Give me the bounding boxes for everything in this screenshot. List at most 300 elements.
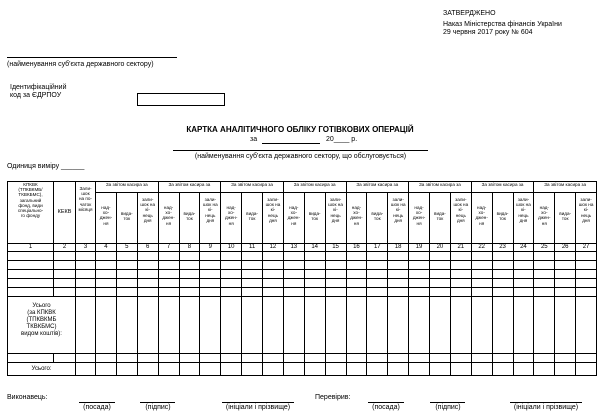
table-cell[interactable]	[76, 363, 96, 376]
table-row	[8, 279, 597, 288]
column-number: 18	[388, 244, 409, 252]
table-cell[interactable]	[283, 288, 304, 297]
table-cell[interactable]	[221, 363, 242, 376]
table-cell[interactable]	[137, 354, 158, 363]
table-cell[interactable]	[450, 261, 471, 270]
table-cell[interactable]	[200, 252, 221, 261]
table-cell[interactable]	[430, 279, 451, 288]
header-income: над- хо- джен- ня	[409, 193, 430, 244]
executor-position-caption: (посада)	[83, 404, 111, 411]
table-cell[interactable]	[430, 297, 451, 354]
table-row	[8, 288, 597, 297]
table-cell[interactable]	[158, 261, 179, 270]
executor-name-caption: (ініціали і прізвище)	[225, 404, 291, 411]
table-cell[interactable]	[492, 297, 513, 354]
header-income: над- хо- джен- ня	[96, 193, 117, 244]
table-cell[interactable]	[221, 297, 242, 354]
table-cell[interactable]	[388, 354, 409, 363]
table-cell[interactable]	[576, 261, 597, 270]
table-cell[interactable]	[76, 261, 96, 270]
header-cashier-report-group: За звітом касира за	[283, 182, 346, 193]
subtotal-row	[8, 297, 597, 354]
table-cell[interactable]	[450, 270, 471, 279]
column-number: 10	[221, 244, 242, 252]
table-cell[interactable]	[242, 252, 263, 261]
table-cell[interactable]	[450, 288, 471, 297]
table-cell[interactable]	[242, 363, 263, 376]
approval-title: ЗАТВЕРДЖЕНО	[443, 10, 496, 17]
table-cell[interactable]	[76, 252, 96, 261]
table-cell[interactable]	[513, 354, 534, 363]
table-cell[interactable]	[388, 261, 409, 270]
table-cell[interactable]	[346, 270, 367, 279]
entity-caption: (найменування суб'єкта державного сектору)	[7, 61, 154, 68]
table-cell[interactable]	[242, 261, 263, 270]
table-cell[interactable]	[346, 363, 367, 376]
header-end-balance: зали- шок на кі- нець дня	[576, 193, 597, 244]
table-cell[interactable]	[221, 288, 242, 297]
table-cell[interactable]	[534, 279, 555, 288]
checker-position-caption: (посада)	[372, 404, 400, 411]
table-cell[interactable]	[304, 288, 325, 297]
header-end-balance: зали- шок на кі- нець дня	[200, 193, 221, 244]
table-cell[interactable]	[116, 252, 137, 261]
header-cashier-report-group: За звітом касира за	[534, 182, 597, 193]
header-end-balance: зали- шок на кі- нець дня	[388, 193, 409, 244]
table-cell[interactable]	[54, 354, 76, 363]
table-cell[interactable]	[492, 363, 513, 376]
table-cell[interactable]	[116, 297, 137, 354]
table-cell[interactable]	[492, 279, 513, 288]
table-cell[interactable]	[263, 297, 284, 354]
header-kekv: КЕКВ	[54, 182, 76, 244]
table-cell[interactable]	[242, 288, 263, 297]
table-cell[interactable]	[346, 252, 367, 261]
table-cell[interactable]	[263, 252, 284, 261]
document-title: КАРТКА АНАЛІТИЧНОГО ОБЛІКУ ГОТІВКОВИХ ОПЕРАЦІЙ	[186, 125, 414, 134]
table-cell[interactable]	[304, 252, 325, 261]
table-cell[interactable]	[325, 363, 346, 376]
table-cell[interactable]	[283, 363, 304, 376]
unit-label: Одиниця виміру ______	[7, 163, 85, 170]
table-cell[interactable]	[430, 288, 451, 297]
executor-signature-caption: (підпис)	[145, 404, 171, 411]
header-income: над- хо- джен- ня	[346, 193, 367, 244]
table-cell[interactable]	[76, 354, 96, 363]
table-cell[interactable]	[96, 279, 117, 288]
table-cell[interactable]	[283, 297, 304, 354]
column-number: 22	[471, 244, 492, 252]
table-cell[interactable]	[283, 279, 304, 288]
table-cell[interactable]	[200, 288, 221, 297]
approval-line-1: Наказ Міністерства фінансів України	[443, 21, 562, 28]
table-cell[interactable]	[409, 279, 430, 288]
table-cell[interactable]	[409, 297, 430, 354]
table-cell[interactable]	[471, 354, 492, 363]
table-cell[interactable]	[179, 288, 200, 297]
table-cell[interactable]	[221, 279, 242, 288]
column-number: 16	[346, 244, 367, 252]
header-expense: вида- ток	[555, 193, 576, 244]
table-cell[interactable]	[137, 270, 158, 279]
table-cell[interactable]	[158, 252, 179, 261]
checker-position-line	[368, 402, 404, 403]
table-cell[interactable]	[304, 354, 325, 363]
column-number: 27	[576, 244, 597, 252]
table-cell[interactable]	[200, 297, 221, 354]
table-cell[interactable]	[430, 363, 451, 376]
table-cell[interactable]	[430, 354, 451, 363]
table-cell[interactable]	[555, 363, 576, 376]
table-cell[interactable]	[409, 252, 430, 261]
table-cell[interactable]	[409, 270, 430, 279]
table-cell[interactable]	[158, 288, 179, 297]
executor-label: Виконавець:	[7, 394, 48, 401]
total-label: Усього:	[8, 363, 76, 376]
table-cell[interactable]	[450, 279, 471, 288]
table-cell[interactable]	[325, 252, 346, 261]
table-cell[interactable]	[555, 354, 576, 363]
table-cell[interactable]	[513, 270, 534, 279]
table-cell[interactable]	[367, 363, 388, 376]
table-cell[interactable]	[325, 261, 346, 270]
table-cell[interactable]	[8, 252, 54, 261]
header-expense: вида- ток	[242, 193, 263, 244]
table-cell[interactable]	[576, 297, 597, 354]
column-number: 3	[76, 244, 96, 252]
table-cell[interactable]	[555, 261, 576, 270]
table-cell[interactable]	[8, 261, 54, 270]
table-cell[interactable]	[158, 354, 179, 363]
executor-name-line	[222, 402, 294, 403]
column-number: 2	[54, 244, 76, 252]
column-number: 9	[200, 244, 221, 252]
table-cell[interactable]	[409, 363, 430, 376]
table-cell[interactable]	[534, 354, 555, 363]
table-cell[interactable]	[430, 261, 451, 270]
table-cell[interactable]	[158, 363, 179, 376]
table-cell[interactable]	[367, 297, 388, 354]
approval-block	[443, 10, 562, 37]
table-cell[interactable]	[471, 297, 492, 354]
table-cell[interactable]	[200, 279, 221, 288]
header-expense: вида- ток	[492, 193, 513, 244]
table-cell[interactable]	[242, 297, 263, 354]
table-cell[interactable]	[242, 270, 263, 279]
table-cell[interactable]	[304, 363, 325, 376]
table-cell[interactable]	[576, 354, 597, 363]
table-cell[interactable]	[346, 261, 367, 270]
table-cell[interactable]	[304, 297, 325, 354]
table-cell[interactable]	[471, 279, 492, 288]
header-end-balance: зали- шок на кі- нець дня	[137, 193, 158, 244]
column-number: 11	[242, 244, 263, 252]
table-cell[interactable]	[492, 288, 513, 297]
header-cashier-report-group: За звітом касира за	[346, 182, 409, 193]
table-cell[interactable]	[576, 279, 597, 288]
table-cell[interactable]	[346, 279, 367, 288]
table-cell[interactable]	[325, 279, 346, 288]
table-cell[interactable]	[492, 270, 513, 279]
table-cell[interactable]	[534, 288, 555, 297]
table-cell[interactable]	[179, 363, 200, 376]
table-row	[8, 354, 597, 363]
table-cell[interactable]	[555, 297, 576, 354]
header-income: над- хо- джен- ня	[471, 193, 492, 244]
table-cell[interactable]	[388, 270, 409, 279]
table-cell[interactable]	[200, 261, 221, 270]
table-cell[interactable]	[54, 252, 76, 261]
table-cell[interactable]	[367, 270, 388, 279]
table-row	[8, 252, 597, 261]
table-cell[interactable]	[513, 288, 534, 297]
table-cell[interactable]	[179, 297, 200, 354]
table-cell[interactable]	[54, 261, 76, 270]
table-cell[interactable]	[179, 252, 200, 261]
table-cell[interactable]	[304, 270, 325, 279]
table-cell[interactable]	[409, 261, 430, 270]
header-cashier-report-group: За звітом касира за	[158, 182, 221, 193]
table-cell[interactable]	[471, 288, 492, 297]
table-cell[interactable]	[388, 288, 409, 297]
table-cell[interactable]	[346, 288, 367, 297]
table-cell[interactable]	[116, 288, 137, 297]
header-cashier-report-group: За звітом касира за	[471, 182, 534, 193]
table-cell[interactable]	[513, 252, 534, 261]
table-cell[interactable]	[8, 270, 54, 279]
checker-label: Перевірив:	[315, 394, 351, 401]
table-cell[interactable]	[221, 261, 242, 270]
table-cell[interactable]	[54, 288, 76, 297]
table-cell[interactable]	[513, 279, 534, 288]
table-cell[interactable]	[263, 261, 284, 270]
table-cell[interactable]	[555, 288, 576, 297]
table-cell[interactable]	[555, 252, 576, 261]
column-number: 13	[283, 244, 304, 252]
table-cell[interactable]	[534, 261, 555, 270]
header-expense: вида- ток	[304, 193, 325, 244]
table-cell[interactable]	[367, 279, 388, 288]
table-cell[interactable]	[450, 252, 471, 261]
table-cell[interactable]	[576, 288, 597, 297]
executor-signature-line	[140, 402, 175, 403]
table-cell[interactable]	[388, 279, 409, 288]
table-cell[interactable]	[137, 261, 158, 270]
table-cell[interactable]	[116, 261, 137, 270]
table-cell[interactable]	[367, 252, 388, 261]
table-cell[interactable]	[450, 363, 471, 376]
table-cell[interactable]	[76, 270, 96, 279]
table-cell[interactable]	[263, 279, 284, 288]
table-cell[interactable]	[367, 261, 388, 270]
table-cell[interactable]	[367, 354, 388, 363]
table-cell[interactable]	[200, 270, 221, 279]
header-cashier-report-group: За звітом касира за	[96, 182, 159, 193]
table-cell[interactable]	[8, 354, 54, 363]
table-cell[interactable]	[221, 354, 242, 363]
table-cell[interactable]	[346, 354, 367, 363]
table-cell[interactable]	[409, 354, 430, 363]
table-cell[interactable]	[116, 279, 137, 288]
table-cell[interactable]	[263, 354, 284, 363]
table-cell[interactable]	[116, 354, 137, 363]
table-cell[interactable]	[96, 270, 117, 279]
header-row-subcolumns	[8, 193, 597, 244]
table-cell[interactable]	[409, 288, 430, 297]
table-cell[interactable]	[179, 354, 200, 363]
table-cell[interactable]	[54, 279, 76, 288]
header-expense: вида- ток	[116, 193, 137, 244]
table-cell[interactable]	[513, 363, 534, 376]
header-end-balance: зали- шок на кі- нець дня	[263, 193, 284, 244]
table-cell[interactable]	[346, 297, 367, 354]
table-cell[interactable]	[96, 363, 117, 376]
column-number: 17	[367, 244, 388, 252]
table-cell[interactable]	[555, 270, 576, 279]
header-end-balance: зали- шок на кі- нець дня	[450, 193, 471, 244]
table-cell[interactable]	[200, 363, 221, 376]
header-kpkvk: КПКВК (ТПКВКМБ/ ТКВКБМС), загальний фонд, види спеціально- го фонду	[8, 182, 54, 244]
header-income: над- хо- джен- ня	[158, 193, 179, 244]
edrpou-field[interactable]	[137, 93, 225, 106]
date-prefix: за	[250, 136, 258, 143]
table-cell[interactable]	[576, 363, 597, 376]
table-cell[interactable]	[158, 270, 179, 279]
table-cell[interactable]	[534, 363, 555, 376]
table-cell[interactable]	[137, 363, 158, 376]
table-cell[interactable]	[242, 279, 263, 288]
table-cell[interactable]	[471, 270, 492, 279]
header-end-balance: зали- шок на кі- нець дня	[513, 193, 534, 244]
header-cashier-report-group: За звітом касира за	[409, 182, 472, 193]
table-cell[interactable]	[137, 297, 158, 354]
table-cell[interactable]	[325, 270, 346, 279]
table-cell[interactable]	[137, 252, 158, 261]
header-opening-balance: Зали- шок на по- чаток місяця	[76, 182, 96, 244]
table-cell[interactable]	[450, 297, 471, 354]
table-cell[interactable]	[388, 252, 409, 261]
table-cell[interactable]	[283, 354, 304, 363]
approval-line-2: 29 червня 2017 року № 604	[443, 29, 533, 36]
table-cell[interactable]	[96, 297, 117, 354]
table-cell[interactable]	[283, 270, 304, 279]
table-cell[interactable]	[76, 288, 96, 297]
table-cell[interactable]	[367, 288, 388, 297]
table-cell[interactable]	[137, 279, 158, 288]
column-number: 15	[325, 244, 346, 252]
table-cell[interactable]	[534, 297, 555, 354]
table-cell[interactable]	[96, 288, 117, 297]
column-number: 20	[430, 244, 451, 252]
checker-signature-caption: (підпис)	[435, 404, 461, 411]
table-cell[interactable]	[179, 270, 200, 279]
total-row	[8, 363, 597, 376]
table-cell[interactable]	[116, 363, 137, 376]
table-cell[interactable]	[513, 297, 534, 354]
table-cell[interactable]	[304, 261, 325, 270]
table-cell[interactable]	[492, 354, 513, 363]
column-numbers-row	[8, 244, 597, 252]
column-number: 21	[450, 244, 471, 252]
table-cell[interactable]	[430, 252, 451, 261]
header-expense: вида- ток	[430, 193, 451, 244]
table-cell[interactable]	[116, 270, 137, 279]
table-cell[interactable]	[471, 363, 492, 376]
table-cell[interactable]	[221, 270, 242, 279]
column-number: 7	[158, 244, 179, 252]
table-cell[interactable]	[325, 288, 346, 297]
date-line	[262, 143, 320, 144]
checker-name-caption: (ініціали і прізвище)	[513, 404, 579, 411]
table-cell[interactable]	[388, 363, 409, 376]
table-cell[interactable]	[492, 261, 513, 270]
table-cell[interactable]	[283, 261, 304, 270]
table-cell[interactable]	[76, 279, 96, 288]
table-cell[interactable]	[534, 270, 555, 279]
table-cell[interactable]	[242, 354, 263, 363]
table-cell[interactable]	[283, 252, 304, 261]
column-number: 6	[137, 244, 158, 252]
table-cell[interactable]	[96, 261, 117, 270]
table-cell[interactable]	[430, 270, 451, 279]
column-number: 26	[555, 244, 576, 252]
table-cell[interactable]	[158, 297, 179, 354]
table-cell[interactable]	[137, 288, 158, 297]
column-number: 1	[8, 244, 54, 252]
header-income: над- хо- джен- ня	[534, 193, 555, 244]
executor-position-line	[79, 402, 115, 403]
table-cell[interactable]	[263, 363, 284, 376]
table-cell[interactable]	[513, 261, 534, 270]
table-cell[interactable]	[221, 252, 242, 261]
table-cell[interactable]	[576, 252, 597, 261]
table-cell[interactable]	[304, 279, 325, 288]
table-cell[interactable]	[325, 354, 346, 363]
table-cell[interactable]	[263, 270, 284, 279]
table-cell[interactable]	[179, 261, 200, 270]
table-cell[interactable]	[325, 297, 346, 354]
table-cell[interactable]	[555, 279, 576, 288]
table-cell[interactable]	[8, 288, 54, 297]
table-cell[interactable]	[471, 261, 492, 270]
table-cell[interactable]	[200, 354, 221, 363]
table-cell[interactable]	[450, 354, 471, 363]
table-cell[interactable]	[179, 279, 200, 288]
column-number: 19	[409, 244, 430, 252]
served-entity-line	[173, 150, 428, 151]
table-cell[interactable]	[534, 252, 555, 261]
table-cell[interactable]	[576, 270, 597, 279]
table-cell[interactable]	[8, 279, 54, 288]
table-cell[interactable]	[158, 279, 179, 288]
table-cell[interactable]	[96, 354, 117, 363]
edrpou-label: Ідентифікаційний код за ЄДРПОУ	[10, 84, 67, 99]
table-cell[interactable]	[492, 252, 513, 261]
checker-signature-line	[430, 402, 465, 403]
column-number: 24	[513, 244, 534, 252]
table-cell[interactable]	[96, 252, 117, 261]
date-year: 20____ р.	[326, 136, 358, 143]
table-cell[interactable]	[471, 252, 492, 261]
table-cell[interactable]	[263, 288, 284, 297]
table-cell[interactable]	[388, 297, 409, 354]
column-number: 4	[96, 244, 117, 252]
cash-operations-table	[7, 181, 597, 376]
served-entity-caption: (найменування суб'єкта державного сектору, що обслуговується)	[194, 153, 407, 160]
table-cell[interactable]	[76, 297, 96, 354]
table-cell[interactable]	[54, 270, 76, 279]
header-cashier-report-group: За звітом касира за	[221, 182, 284, 193]
